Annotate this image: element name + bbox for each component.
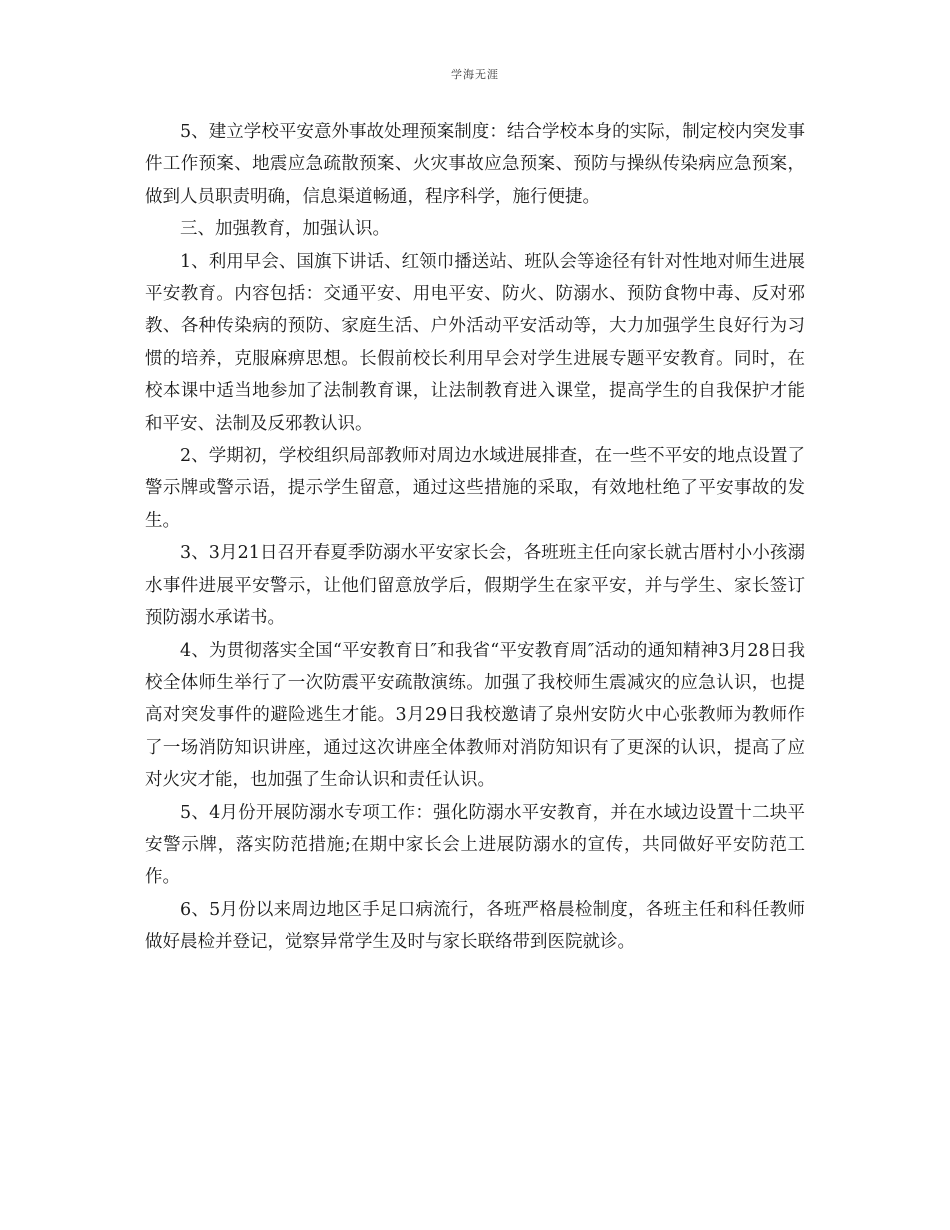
paragraph-drowning-prevention: 5、4月份开展防溺水专项工作：强化防溺水平安教育，并在水域边设置十二块平安警示牌，落实防范措施;在期中家长会上进展防溺水的宣传，共同做好平安防范工作。 (145, 802, 805, 888)
section-heading-education: 三、加强教育，加强认识。 (180, 219, 390, 240)
paragraph-earthquake-drill: 4、为贯彻落实全国“平安教育日″和我省“平安教育周″活动的通知精神3月28日我校全体师生举行了一次防震平安疏散演练。加强了我校师生震减灾的应急认识，也提高对突发事件的避险逃生才能。3月29日我校邀请了泉州安防火中心张教师为教师作了一场消防知识讲座，通过这次讲座全体教师对消防知识有了更深的认识，提高了应对火灾才能，也加强了生命认识和责任认识。 (145, 640, 805, 791)
paragraph-safety-education: 1、利用早会、国旗下讲话、红领巾播送站、班队会等途径有针对性地对师生进展平安教育。内容包括：交通平安、用电平安、防火、防溺水、预防食物中毒、反对邪教、各种传染病的预防、家庭生活、户外活动平安活动等，大力加强学生良好行为习惯的培养，克服麻痹思想。长假前校长利用早会对学生进展专题平安教育。同时，在校本课中适当地参加了法制教育课，让法制教育进入课堂，提高学生的自我保护才能和平安、法制及反邪教认识。 (145, 251, 805, 434)
document-body (145, 116, 805, 959)
paragraph-parent-meeting: 3、3月21日召开春夏季防溺水平安家长会，各班班主任向家长就古厝村小小孩溺水事件进展平安警示，让他们留意放学后，假期学生在家平安，并与学生、家长签订预防溺水承诺书。 (145, 543, 805, 629)
page-header: 学海无涯 (451, 68, 499, 81)
paragraph-emergency-plans: 5、建立学校平安意外事故处理预案制度：结合学校本身的实际，制定校内突发事件工作预案、地震应急疏散预案、火灾事故应急预案、预防与操纵传染病应急预案，做到人员职责明确，信息渠道畅通，程序科学，施行便捷。 (145, 122, 805, 207)
paragraph-water-inspection: 2、学期初，学校组织局部教师对周边水域进展排查，在一些不平安的地点设置了警示牌或警示语，提示学生留意，通过这些措施的采取，有效地杜绝了平安事故的发生。 (145, 446, 805, 531)
paragraph-disease-check: 6、5月份以来周边地区手足口病流行，各班严格晨检制度，各班主任和科任教师做好晨检并登记，觉察异常学生及时与家长联络带到医院就诊。 (145, 899, 805, 953)
